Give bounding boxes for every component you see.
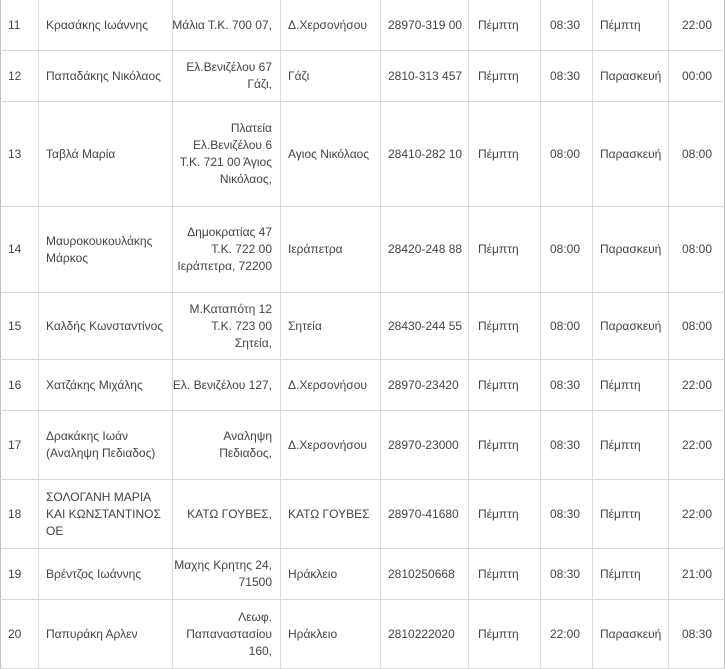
duty-end-time: 22:00	[682, 17, 713, 32]
table-row	[0, 411, 725, 480]
pharmacy-area: Ιεράπετρα	[288, 242, 343, 256]
pharmacist-name: Χατζάκης Μιχάλης	[46, 377, 143, 392]
duty-end-time: 22:00	[682, 377, 713, 392]
pharmacy-area: Αγιος Νικόλαος	[288, 146, 370, 161]
pharmacy-phone: 2810222020	[388, 626, 455, 641]
pharmacy-phone: 28970-41680	[388, 506, 459, 521]
pharmacist-name: Βρέντζος Ιωάννης	[46, 566, 142, 581]
duty-end-day: Πέμπτη	[600, 566, 641, 581]
table-row	[0, 102, 725, 207]
pharmacy-area: Δ.Χερσονήσου	[288, 377, 367, 392]
row-number: 17	[8, 437, 22, 452]
duty-end-day: Πέμπτη	[600, 437, 641, 452]
duty-start-time: 08:00	[550, 318, 581, 333]
duty-start-day: Πέμπτη	[478, 506, 519, 521]
duty-end-time: 22:00	[682, 437, 713, 452]
duty-start-day: Πέμπτη	[478, 437, 519, 452]
row-number: 13	[8, 146, 22, 161]
duty-start-day: Πέμπτη	[478, 318, 519, 333]
pharmacy-phone: 28970-319 00	[388, 17, 463, 32]
pharmacy-address: Ελ. Βενιζέλου 127,	[172, 377, 272, 392]
row-number: 18	[8, 506, 22, 521]
pharmacist-name: Καλδής Κωνσταντίνος	[46, 318, 164, 333]
duty-start-day: Πέμπτη	[478, 242, 519, 256]
duty-end-time: 08:30	[682, 626, 713, 641]
row-number: 11	[8, 17, 21, 32]
pharmacy-area: ΚΑΤΩ ΓΟΥΒΕΣ	[288, 506, 370, 521]
table-row	[0, 51, 725, 102]
duty-start-time: 08:30	[550, 68, 581, 83]
duty-end-day: Παρασκευή	[600, 318, 662, 333]
table-row	[0, 549, 725, 600]
row-number: 15	[8, 318, 22, 333]
pharmacy-address: Μάλια Τ.Κ. 700 07,	[172, 17, 272, 32]
pharmacist-name: Μαυροκουκουλάκης Μάρκος	[46, 233, 153, 265]
pharmacy-address: Δημοκρατίας 47 Τ.Κ. 722 00 Ιεράπετρα, 72200	[177, 225, 272, 273]
pharmacy-address: Πλατεία Ελ.Βενιζέλου 6 Τ.Κ. 721 00 Άγιος Νικόλαος,	[179, 121, 272, 186]
duty-start-time: 08:00	[550, 242, 581, 256]
row-number: 16	[8, 377, 22, 392]
row-number: 20	[8, 626, 22, 641]
duty-end-day: Πέμπτη	[600, 377, 641, 392]
row-number: 12	[8, 68, 22, 83]
duty-start-day: Πέμπτη	[478, 626, 519, 641]
pharmacy-address: Λεωφ. Παπαναστασίου 160,	[186, 609, 272, 658]
duty-end-time: 08:00	[682, 318, 713, 333]
pharmacy-area: Δ.Χερσονήσου	[288, 437, 367, 452]
table-row	[0, 600, 725, 669]
duty-start-day: Πέμπτη	[478, 377, 519, 392]
pharmacy-phone: 28430-244 55	[388, 318, 463, 333]
pharmacy-address: Μαχης Κρητης 24, 71500	[174, 558, 272, 589]
duty-start-day: Πέμπτη	[478, 566, 519, 581]
duty-end-day: Παρασκευή	[600, 68, 662, 83]
pharmacy-phone: 28420-248 88	[388, 242, 463, 256]
duty-end-day: Παρασκευή	[600, 242, 662, 256]
pharmacy-phone: 28410-282 10	[388, 146, 463, 161]
duty-end-time: 08:00	[682, 146, 713, 161]
duty-end-day: Παρασκευή	[600, 146, 662, 161]
table-row	[0, 480, 725, 549]
pharmacy-address: Ελ.Βενιζέλου 67 Γάζι,	[186, 60, 272, 91]
pharmacist-name: Κρασάκης Ιωάννης	[46, 17, 148, 32]
row-number: 19	[8, 566, 22, 581]
pharmacy-area: Δ.Χερσονήσου	[288, 17, 367, 32]
duty-start-day: Πέμπτη	[478, 17, 519, 32]
duty-start-time: 08:30	[550, 437, 581, 452]
duty-end-time: 08:00	[682, 242, 713, 256]
pharmacy-address: ΚΑΤΩ ΓΟΥΒΕΣ,	[187, 506, 272, 521]
duty-start-time: 08:30	[550, 377, 581, 392]
pharmacy-phone: 28970-23000	[388, 437, 459, 452]
pharmacist-name: Παπαδάκης Νικόλαος	[46, 68, 161, 83]
pharmacy-phone: 28970-23420	[388, 377, 459, 392]
duty-end-day: Πέμπτη	[600, 506, 641, 521]
duty-end-time: 21:00	[682, 566, 713, 581]
pharmacist-name: Ταβλά Μαρία	[46, 146, 116, 161]
table-row	[0, 207, 725, 293]
duty-end-day: Πέμπτη	[600, 17, 641, 32]
duty-start-day: Πέμπτη	[478, 146, 519, 161]
pharmacy-area: Ηράκλειο	[288, 626, 338, 641]
pharmacy-area: Ηράκλειο	[288, 566, 338, 581]
row-number: 14	[8, 242, 22, 256]
duty-start-time: 22:00	[550, 626, 581, 641]
pharmacy-address: Μ.Καταπότη 12 Τ.Κ. 723 00 Σητεία,	[189, 301, 272, 350]
duty-end-day: Παρασκευή	[600, 626, 662, 641]
pharmacist-name: Δρακάκης Ιωάν (Αναληψη Πεδιαδος)	[46, 429, 156, 460]
duty-start-time: 08:00	[550, 146, 581, 161]
duty-start-time: 08:30	[550, 506, 581, 521]
table-row	[0, 360, 725, 411]
table-row	[0, 0, 725, 51]
duty-start-time: 08:30	[550, 17, 581, 32]
duty-end-time: 22:00	[682, 506, 713, 521]
pharmacy-phone: 2810-313 457	[388, 68, 463, 83]
pharmacist-name: ΣΟΛΟΓΑΝΗ ΜΑΡΙΑ ΚΑΙ ΚΩΝΣΤΑΝΤΙΝΟΣ ΟΕ	[46, 489, 161, 538]
pharmacy-phone: 2810250668	[388, 566, 455, 581]
pharmacy-address: Αναληψη Πεδιαδος,	[219, 429, 272, 460]
duty-start-day: Πέμπτη	[478, 68, 519, 83]
pharmacy-area: Σητεία	[288, 318, 322, 333]
pharmacist-name: Παπυράκη Αρλεν	[46, 626, 138, 641]
duty-start-time: 08:30	[550, 566, 581, 581]
table-row	[0, 293, 725, 360]
pharmacy-area: Γάζι	[288, 68, 310, 83]
duty-end-time: 00:00	[682, 68, 713, 83]
